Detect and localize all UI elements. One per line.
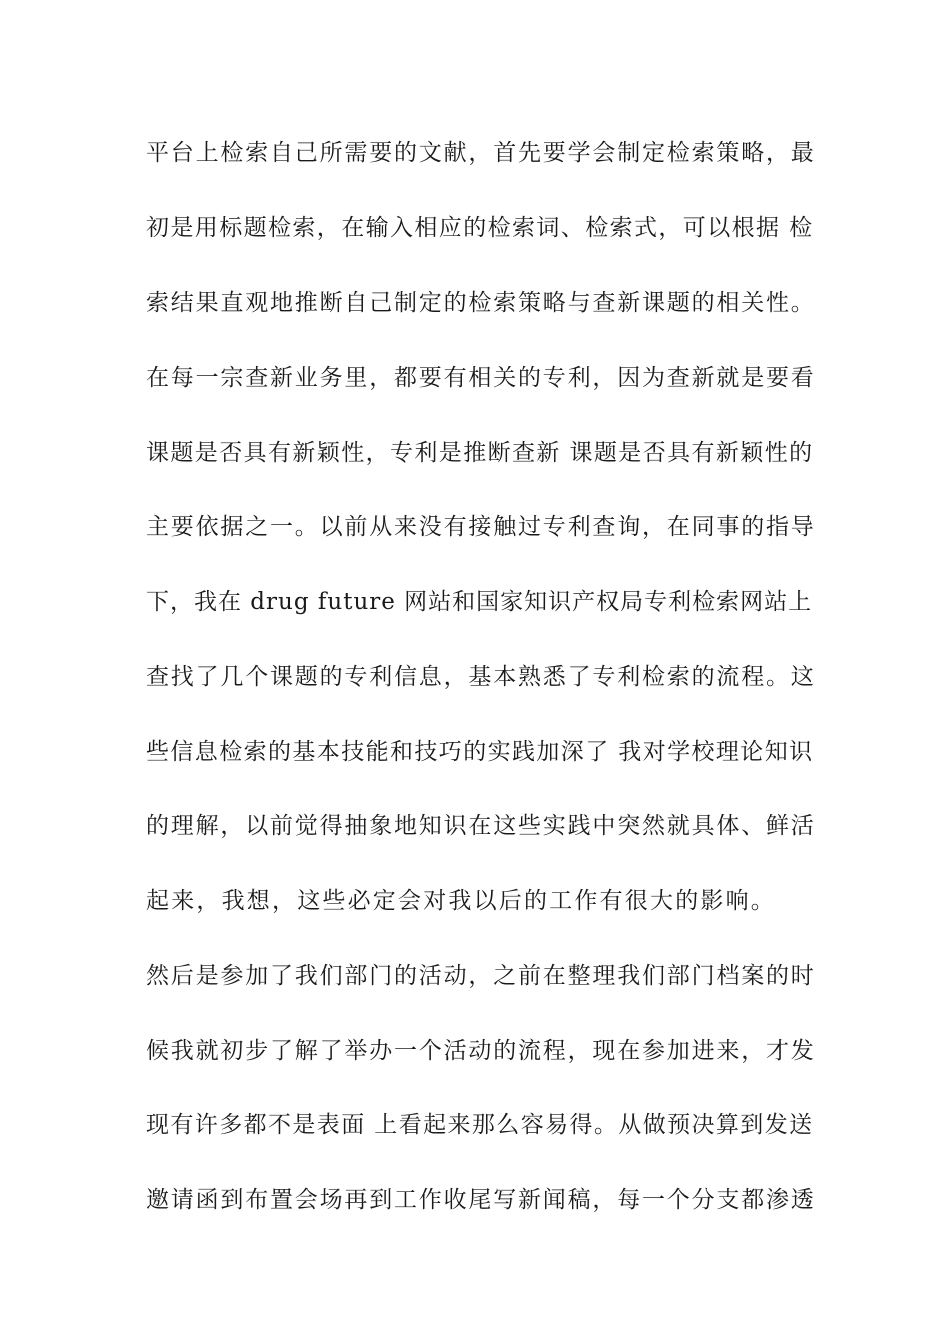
text-line: 起来，我想，这些必定会对我以后的工作有很大的影响。	[146, 888, 776, 914]
text-line: 在每一宗查新业务里，都要有相关的专利，因为查新就是要看	[146, 365, 816, 391]
text-line: 查找了几个课题的专利信息，基本熟悉了专利检索的流程。这	[146, 664, 816, 690]
text-line: 邀请函到布置会场再到工作收尾写新闻稿，每一个分支都渗透	[146, 1187, 816, 1213]
text-line: 现有许多都不是表面 上看起来那么容易得。从做预决算到发送	[146, 1112, 814, 1138]
text-line: 主要依据之一。以前从来没有接触过专利查询，在同事的指导	[146, 514, 816, 540]
text-line: 初是用标题检索，在输入相应的检索词、检索式，可以根据 检	[146, 215, 814, 241]
text-line: 然后是参加了我们部门的活动，之前在整理我们部门档案的时	[146, 963, 816, 989]
text-line: 课题是否具有新颖性，专利是推断查新 课题是否具有新颖性的	[146, 440, 814, 466]
text-line: 平台上检索自己所需要的文献，首先要学会制定检索策略，最	[146, 140, 816, 166]
text-line: 的理解，以前觉得抽象地知识在这些实践中突然就具体、鲜活	[146, 813, 816, 839]
text-line: 候我就初步了解了举办一个活动的流程，现在参加进来，才发	[146, 1038, 816, 1064]
text-line: 索结果直观地推断自己制定的检索策略与查新课题的相关性。	[146, 290, 816, 316]
text-line: 些信息检索的基本技能和技巧的实践加深了 我对学校理论知识	[146, 739, 814, 765]
text-line: 下，我在 drug future 网站和国家知识产权局专利检索网站上	[146, 589, 813, 615]
